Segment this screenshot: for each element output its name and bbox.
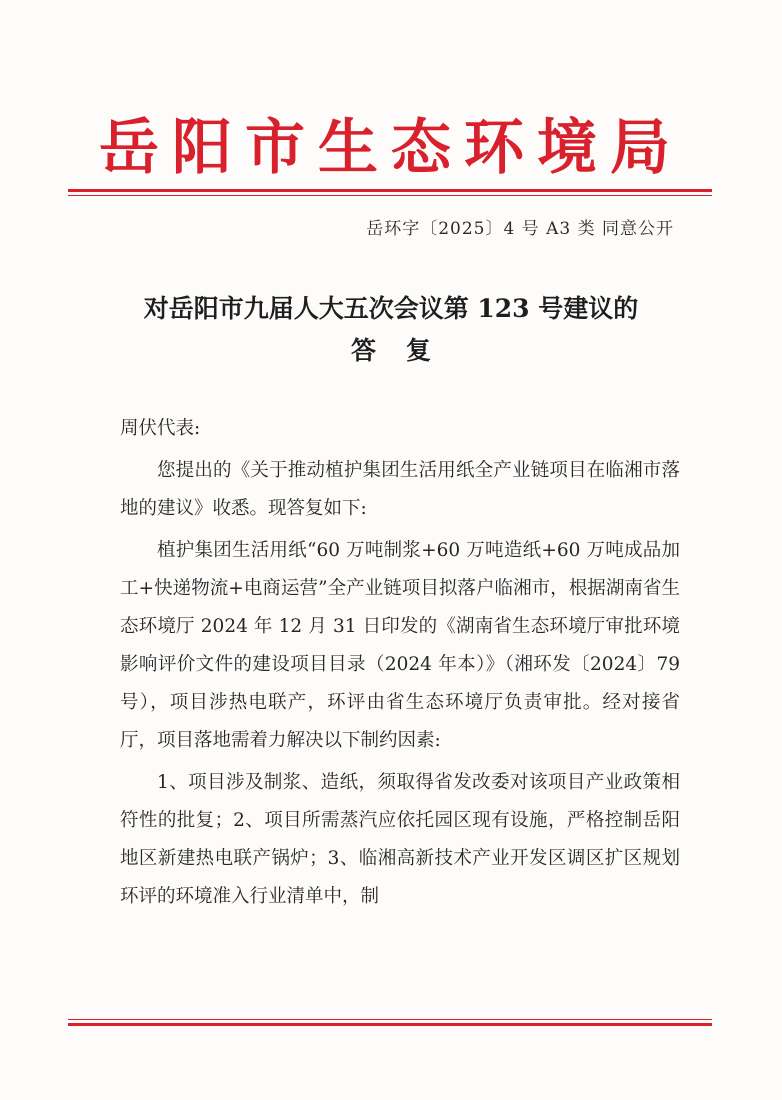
paragraph-2: 植护集团生活用纸“60 万吨制浆+60 万吨造纸+60 万吨成品加工+快递物流+电商运营”全产业链项目拟落户临湘市，根据湖南省生态环境厅 2024 年 12 月 31 日印发的《湖南省生态环境厅审批环境影响评价文件的建设项目目录（2024 年本）》（湘环发〔2024〕79 号），项目涉热电联产，环评由省生态环境厅负责审批。经对接省厅，项目落地需着力解决以下制约因素: <box>120 540 680 751</box>
salutation: 周伏代表: <box>120 418 201 439</box>
title-line-1: 对岳阳市九届人大五次会议第 123 号建议的 <box>143 294 639 323</box>
paragraph-1: 您提出的《关于推动植护集团生活用纸全产业链项目在临湘市落地的建议》收悉。现答复如下: <box>120 460 680 519</box>
paragraph-3: 1、项目涉及制浆、造纸，须取得省发改委对该项目产业政策相符性的批复；2、项目所需蒸汽应依托园区现有设施，严格控制岳阳地区新建热电联产锅炉；3、临湘高新技术产业开发区调区扩区规划环评的环境准入行业清单中，制 <box>120 772 680 907</box>
header-rule-thin <box>68 195 712 196</box>
organization-header: 岳阳市生态环境局 <box>99 113 683 183</box>
document-number: 岳环字〔2025〕4 号 A3 类 同意公开 <box>366 219 674 239</box>
footer-rule-thin <box>68 1019 712 1020</box>
document-title <box>80 288 702 372</box>
document-body <box>120 410 680 920</box>
header-rule-thick <box>68 189 712 192</box>
footer-rule-thick <box>68 1023 712 1026</box>
title-line-2: 答复 <box>350 336 461 365</box>
